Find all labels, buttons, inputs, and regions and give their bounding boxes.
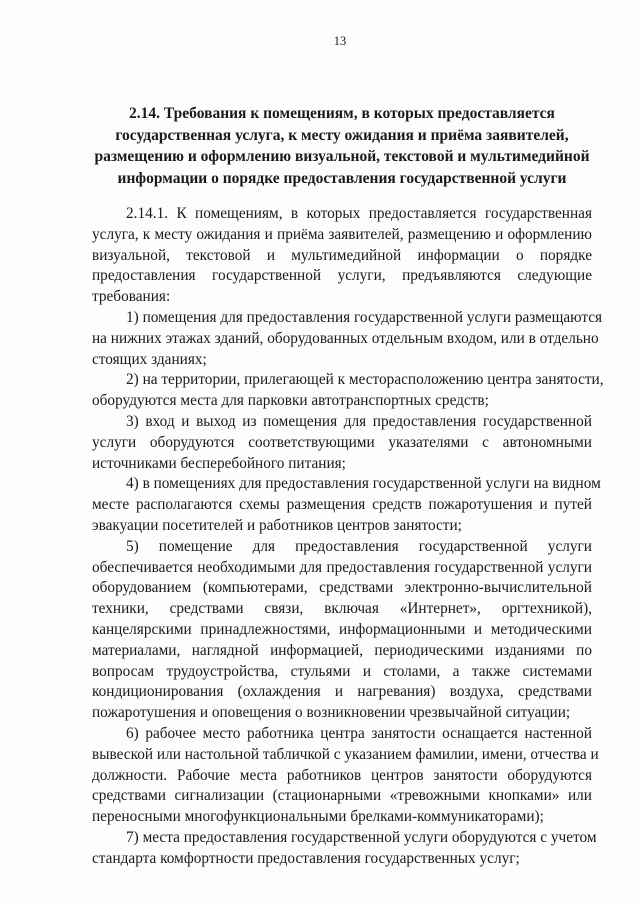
text-line: услуги оборудуются соответствующими указателями с автономными	[92, 433, 592, 451]
text-line: 2) на территории, прилегающей к месторасположению центра занятости,	[126, 371, 604, 389]
text-line: требования:	[92, 288, 171, 306]
text-line: эвакуации посетителей и работников центров занятости;	[92, 516, 462, 534]
text-line: переносными многофункциональными брелками-коммуникаторами);	[92, 808, 544, 826]
text-line: оборудуются места для парковки автотранспортных средств;	[92, 392, 489, 410]
text-line: канцелярскими принадлежностями, информационными и методическими	[92, 620, 592, 638]
text-line: оборудованием (компьютерами, средствами электронно-вычислительной	[92, 579, 592, 597]
section-heading	[92, 103, 592, 189]
text-line: 4) в помещениях для предоставления государственной услуги на видном	[126, 475, 601, 493]
text-line: источниками бесперебойного питания;	[92, 454, 346, 472]
text-line: стандарта комфортности предоставления государственных услуг;	[92, 849, 520, 867]
paragraph	[92, 412, 592, 474]
text-line: предоставления государственной услуги, предъявляются следующие	[92, 267, 592, 285]
text-line: 6) рабочее место работника центра занятости оснащается настенной	[126, 724, 592, 742]
text-line: должности. Рабочие места работников центров занятости оборудуются	[92, 766, 592, 784]
paragraph	[92, 724, 599, 828]
text-line: материалами, наглядной информацией, периодическими изданиями по	[92, 641, 592, 659]
text-line: стоящих зданиях;	[92, 350, 207, 368]
text-line: обеспечивается необходимыми для предоставления государственной услуги	[92, 558, 592, 576]
text-line: кондиционирования (охлаждения и нагревания) воздуха, средствами	[92, 683, 592, 701]
text-line: 7) места предоставления государственной услуги оборудуются с учетом	[126, 828, 597, 846]
text-line: 3) вход и выход из помещения для предоставления государственной	[126, 412, 592, 430]
heading-line: информации о порядке предоставления государственной услуги	[117, 169, 567, 187]
page-number: 13	[333, 34, 347, 48]
paragraph	[92, 308, 603, 370]
text-line: пожаротушения и оповещения о возникновении чрезвычайной ситуации;	[92, 704, 571, 722]
text-line: 1) помещения для предоставления государственной услуги размещаются	[126, 308, 603, 326]
text-line: вопросам трудоустройства, стульями и столами, а также системами	[92, 662, 592, 680]
paragraph	[92, 828, 597, 870]
text-line: на нижних этажах зданий, оборудованных отдельным входом, или в отдельно	[92, 329, 599, 347]
text-line: месте располагаются схемы размещения средств пожаротушения и путей	[92, 496, 592, 514]
body-text	[92, 204, 604, 870]
text-line: 5) помещение для предоставления государственной услуги	[126, 537, 592, 555]
paragraph	[92, 474, 601, 536]
paragraph	[92, 204, 592, 308]
paragraph	[92, 370, 604, 412]
heading-line: 2.14. Требования к помещениям, в которых предоставляется	[129, 105, 555, 122]
text-line: 2.14.1. К помещениям, в которых предоставляется государственная	[126, 205, 592, 222]
text-line: техники, средствами связи, включая «Интернет», оргтехникой),	[92, 600, 592, 618]
text-line: вывеской или настольной табличкой с указанием фамилии, имени, отчества и	[92, 745, 599, 763]
text-line: услуга, к месту ожидания и приёма заявителей, размещению и оформлению	[92, 225, 592, 243]
text-line: средствами сигнализации (стационарными «тревожными кнопками» или	[92, 787, 592, 805]
text-line: визуальной, текстовой и мультимедийной информации о порядке	[92, 246, 592, 264]
paragraph	[92, 537, 592, 724]
heading-line: государственная услуга, к месту ожидания и приёма заявителей,	[115, 126, 569, 144]
heading-line: размещению и оформлению визуальной, текстовой и мультимедийной	[94, 148, 590, 165]
